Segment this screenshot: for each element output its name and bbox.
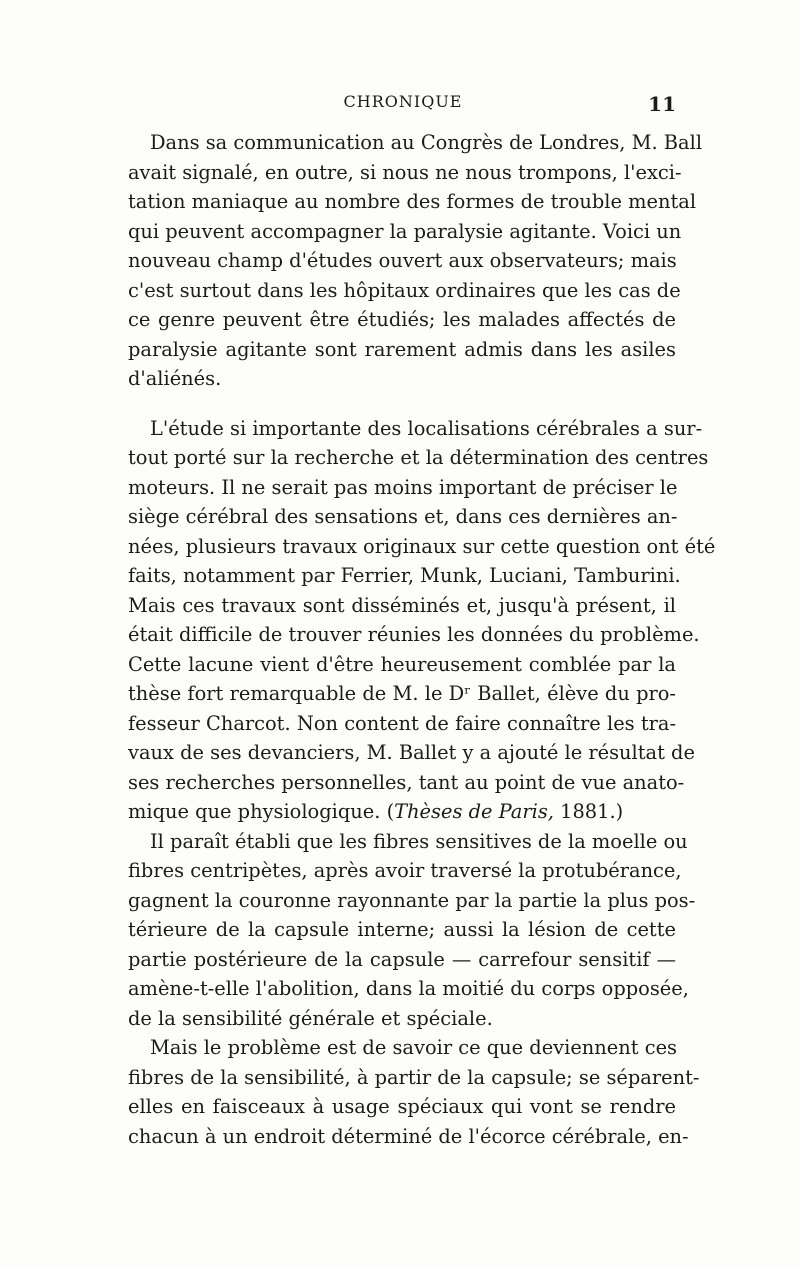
citation-open: ( xyxy=(386,800,395,823)
paragraph xyxy=(128,827,696,1034)
text-line: Il paraît établi que les fibres sensitives de la moelle ou xyxy=(150,829,688,853)
text-line: paralysie agitante sont rarement admis dans les asiles xyxy=(128,337,676,361)
text-line: amène-t-elle l'abolition, dans la moitié du corps opposée, xyxy=(128,977,689,1000)
text-line: partie postérieure de la capsule — carrefour sensitif — xyxy=(128,947,676,971)
text-line: thèse fort remarquable de M. le Dʳ Ballet, élève du pro- xyxy=(128,682,676,705)
text-line: Mais le problème est de savoir ce que deviennent ces xyxy=(150,1036,677,1059)
text-line: Cette lacune vient d'être heureusement comblée par la xyxy=(128,652,676,676)
text-line: chacun à un endroit déterminé de l'écorce cérébrale, en- xyxy=(128,1124,689,1148)
text-line: c'est surtout dans les hôpitaux ordinaires que les cas de xyxy=(128,278,681,302)
page-header xyxy=(130,92,676,122)
text-line: avait signalé, en outre, si nous ne nous trompons, l'exci- xyxy=(128,160,682,184)
text-line: tation maniaque au nombre des formes de trouble mental xyxy=(128,190,697,213)
section-gap xyxy=(128,394,676,414)
text-line: nées, plusieurs travaux originaux sur cette question ont été xyxy=(128,534,716,558)
text-line: térieure de la capsule interne; aussi la lésion de cette xyxy=(128,918,676,941)
text-line: fibres centripètes, après avoir traversé la protubérance, xyxy=(128,859,682,882)
text-line: ce genre peuvent être étudiés; les malades affectés de xyxy=(128,308,676,331)
body-text xyxy=(128,128,716,1151)
text-line: faits, notamment par Ferrier, Munk, Luciani, Tamburini. xyxy=(128,564,681,587)
citation-title: Thèses de Paris, xyxy=(394,800,554,823)
page-number: 11 xyxy=(648,92,676,116)
text-line: tout porté sur la recherche et la détermination des centres xyxy=(128,446,709,469)
text-line: ses recherches personnelles, tant au point de vue anato- xyxy=(128,770,685,794)
paragraph xyxy=(128,128,703,394)
text-line: siège cérébral des sensations et, dans ces dernières an- xyxy=(128,505,678,528)
paragraph xyxy=(128,1033,700,1151)
text-line: d'aliénés. xyxy=(128,367,222,390)
running-title: CHRONIQUE xyxy=(343,92,463,111)
text-line: Dans sa communication au Congrès de Londres, M. Ball xyxy=(150,131,703,154)
text-line: elles en faisceaux à usage spéciaux qui vont se rendre xyxy=(128,1095,676,1118)
text-line: L'étude si importante des localisations cérébrales a sur- xyxy=(150,416,703,440)
text-line: fesseur Charcot. Non content de faire connaître les tra- xyxy=(128,711,676,735)
text-line: moteurs. Il ne serait pas moins important de préciser le xyxy=(128,475,678,499)
paragraph xyxy=(128,414,716,827)
text-line: vaux de ses devanciers, M. Ballet y a ajouté le résultat de xyxy=(128,741,695,764)
text-line: Mais ces travaux sont disséminés et, jusqu'à présent, il xyxy=(128,593,676,617)
text-line: gagnent la couronne rayonnante par la partie la plus pos- xyxy=(128,888,696,912)
text-line: était difficile de trouver réunies les données du problème. xyxy=(128,623,700,646)
text-line: mique que physiologique. xyxy=(128,800,381,823)
text-line: de la sensibilité générale et spéciale. xyxy=(128,1006,493,1030)
text-line: fibres de la sensibilité, à partir de la capsule; se séparent- xyxy=(128,1065,700,1089)
text-line: nouveau champ d'études ouvert aux observateurs; mais xyxy=(128,249,677,272)
citation-line xyxy=(128,797,676,827)
citation-year: 1881.) xyxy=(560,800,624,823)
text-line: qui peuvent accompagner la paralysie agitante. Voici un xyxy=(128,219,682,243)
